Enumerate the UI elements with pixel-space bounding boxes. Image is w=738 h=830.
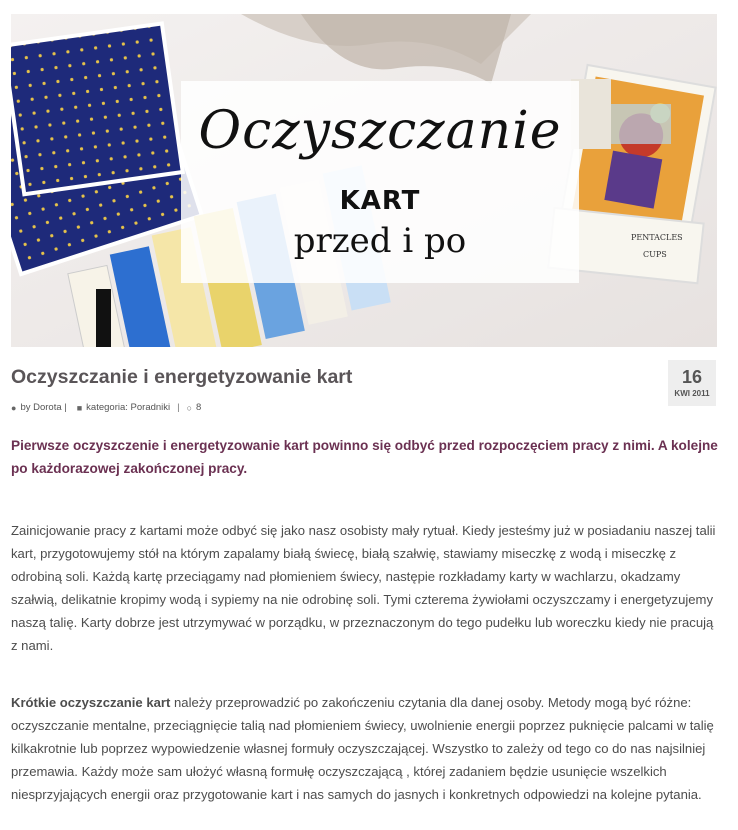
comment-icon: ○ (186, 402, 193, 413)
post-paragraph-1: Zainicjowanie pracy z kartami może odbyć się jako nasz osobisty mały rytuał. Kiedy jesteśmy już w posiadaniu naszej talii kart, przygotowujemy stół na którym zapalamy białą świecę, białą szałwię, stawiamy miseczkę z wodą i miseczkę z odrobiną soli. Każdą kartę przeciągamy nad płomieniem świecy, następie rozkładamy karty w wachlarzu, okadzamy szałwią, delikatnie kropimy wodą i sypiemy na nie odrobinę soli. Tymi czterema żywiołami oczyszczamy i energetyzujemy naszą talię. Karty dobrze jest utrzymywać w porządku, w przeznaczonym do tego pudełku lub woreczku kiedy nie pracują z nami. (11, 523, 716, 653)
hero-title-box (181, 81, 579, 283)
card-label-pentacles: PENTACLES (631, 233, 683, 242)
post-date-month: KWI 2011 (674, 389, 710, 398)
post-author[interactable]: by Dorota | (20, 402, 67, 413)
folder-icon: ■ (76, 402, 83, 413)
post-date-day: 16 (681, 367, 703, 387)
hero-title-sub: przed i po (293, 221, 467, 261)
card-label-cups: CUPS (643, 250, 667, 259)
post-lead: Pierwsze oczyszczenie i energetyzowanie kart powinno się odbyć przed rozpoczęciem pracy z nimi. A kolejne po każdorazowej zakończonej pracy. (11, 438, 718, 476)
meta-separator: | (177, 402, 180, 413)
hero-image (11, 14, 717, 347)
hero-title-kart: KART (339, 186, 421, 216)
post-title[interactable]: Oczyszczanie i energetyzowanie kart (11, 366, 353, 388)
hero-title-script: Oczyszczanie (198, 101, 562, 161)
post-paragraph-2 (11, 691, 723, 806)
user-icon: ● (11, 402, 17, 413)
post-meta (11, 402, 201, 413)
post-paragraph-2-strong: Krótkie oczyszczanie kart (11, 695, 171, 710)
post-date-badge (668, 360, 716, 406)
post-comments-count[interactable]: 8 (196, 402, 202, 413)
post-paragraph-2-rest: należy przeprowadzić po zakończeniu czytania dla danej osoby. Metody mogą być różne: oczyszczanie mentalne, przeciągnięcie talią nad płomieniem świecy, uwolnienie energii poprzez puknięcie palcami w talię kilkakrotnie lub poprzez wypowiedzenie własnej formuły oczyszczającej. Wszystko to zależy od tego co do nas najsilniej przemawia. Każdy może sam ułożyć własną formułę oczyszczającą , której zadaniem będzie usunięcie wszelkich niesprzyjających energii oraz przygotowanie kart i nas samych do jasnych i konkretnych odpowiedzi na kolejne pytania. (11, 695, 714, 802)
post-category[interactable]: kategoria: Poradniki (86, 402, 171, 413)
